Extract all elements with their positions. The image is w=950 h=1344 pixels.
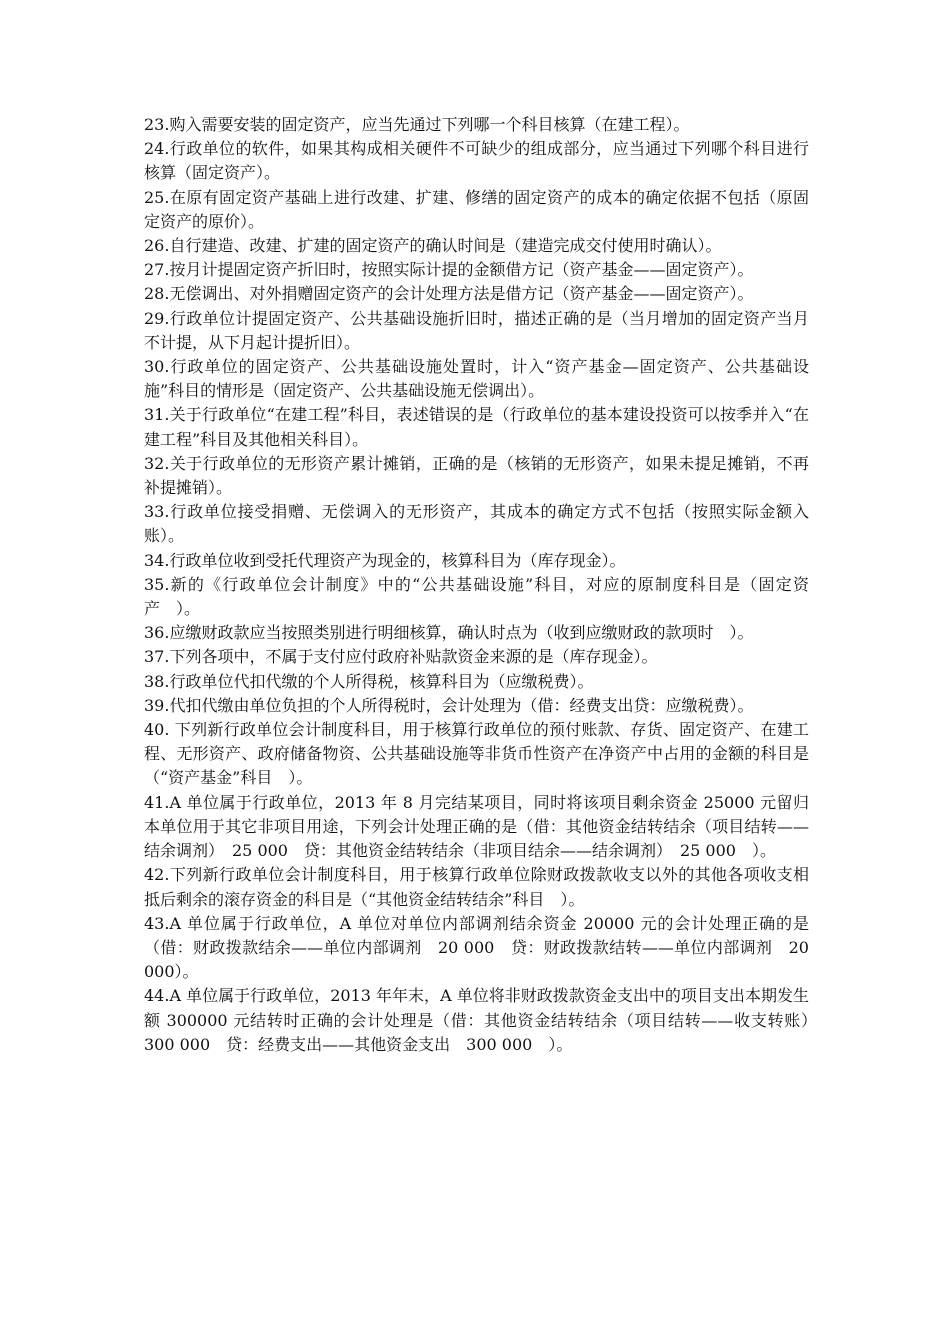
question-25: 25.在原有固定资产基础上进行改建、扩建、修缮的固定资产的成本的确定依据不包括（原固定资产的原价）。 xyxy=(144,187,809,231)
question-44: 44.A 单位属于行政单位，2013 年年末，A 单位将非财政拨款资金支出中的项目支出本期发生额 300000 元结转时正确的会计处理是（借：其他资金结转结余（项目结转——收支转账） 300 000 贷：经费支出——其他资金支出 300 000 ）。 xyxy=(144,986,826,1054)
question-34: 34.行政单位收到受托代理资产为现金的，核算科目为（库存现金）。 xyxy=(144,550,626,570)
question-38: 38.行政单位代扣代缴的个人所得税，核算科目为（应缴税费）。 xyxy=(144,671,594,691)
question-41: 41.A 单位属于行政单位，2013 年 8 月完结某项目，同时将该项目剩余资金 25000 元留归本单位用于其它非项目用途，下列会计处理正确的是（借：其他资金结转结余（项目结转——结余调剂） 25 000 贷：其他资金结转结余（非项目结余——结余调剂） 25 000 ）。 xyxy=(144,792,809,861)
question-23: 23.购入需要安装的固定资产，应当先通过下列哪一个科目核算（在建工程）。 xyxy=(144,115,690,134)
question-35: 35.新的《行政单位会计制度》中的“公共基础设施”科目，对应的原制度科目是（固定资产 ）。 xyxy=(144,574,809,619)
question-30: 30.行政单位的固定资产、公共基础设施处置时，计入“资产基金—固定资产、公共基础设施”科目的情形是（固定资产、公共基础设施无偿调出）。 xyxy=(144,357,809,401)
question-39: 39.代扣代缴由单位负担的个人所得税时，会计处理为（借：经费支出贷：应缴税费）。 xyxy=(144,695,754,715)
question-24: 24.行政单位的软件，如果其构成相关硬件不可缺少的组成部分，应当通过下列哪个科目进行核算（固定资产）。 xyxy=(144,139,809,183)
question-37: 37.下列各项中，不属于支付应付政府补贴款资金来源的是（库存现金）。 xyxy=(144,647,658,667)
question-29: 29.行政单位计提固定资产、公共基础设施折旧时，描述正确的是（当月增加的固定资产当月不计提，从下月起计提折旧）。 xyxy=(144,308,809,352)
question-43: 43.A 单位属于行政单位，A 单位对单位内部调剂结余资金 20000 元的会计处理正确的是（借：财政拨款结余——单位内部调剂 20 000 贷：财政拨款结转——单位内部调剂 20 000）。 xyxy=(144,913,809,982)
question-28: 28.无偿调出、对外捐赠固定资产的会计处理方法是借方记（资产基金——固定资产）。 xyxy=(144,284,754,304)
question-42: 42.下列新行政单位会计制度科目，用于核算行政单位除财政拨款收支以外的其他各项收支相抵后剩余的滚存资金的科目是（“其他资金结转结余”科目 ）。 xyxy=(144,865,809,909)
question-27: 27.按月计提固定资产折旧时，按照实际计提的金额借方记（资产基金——固定资产）。 xyxy=(144,260,754,280)
question-40: 40. 下列新行政单位会计制度科目，用于核算行政单位的预付账款、存货、固定资产、在建工程、无形资产、政府储备物资、公共基础设施等非货币性资产在净资产中占用的金额的科目是（“资产基金”科目 ）。 xyxy=(144,720,809,788)
question-31: 31.关于行政单位“在建工程”科目，表述错误的是（行政单位的基本建设投资可以按季并入“在建工程”科目及其他相关科目）。 xyxy=(144,405,809,449)
document-body xyxy=(144,113,826,1057)
question-26: 26.自行建造、改建、扩建的固定资产的确认时间是（建造完成交付使用时确认）。 xyxy=(144,236,722,256)
question-36: 36.应缴财政款应当按照类别进行明细核算，确认时点为（收到应缴财政的款项时 ）。 xyxy=(144,623,754,643)
question-33: 33.行政单位接受捐赠、无偿调入的无形资产，其成本的确定方式不包括（按照实际金额入账）。 xyxy=(144,502,809,546)
question-32: 32.关于行政单位的无形资产累计摊销，正确的是（核销的无形资产，如果未提足摊销，不再补提摊销）。 xyxy=(144,453,809,498)
